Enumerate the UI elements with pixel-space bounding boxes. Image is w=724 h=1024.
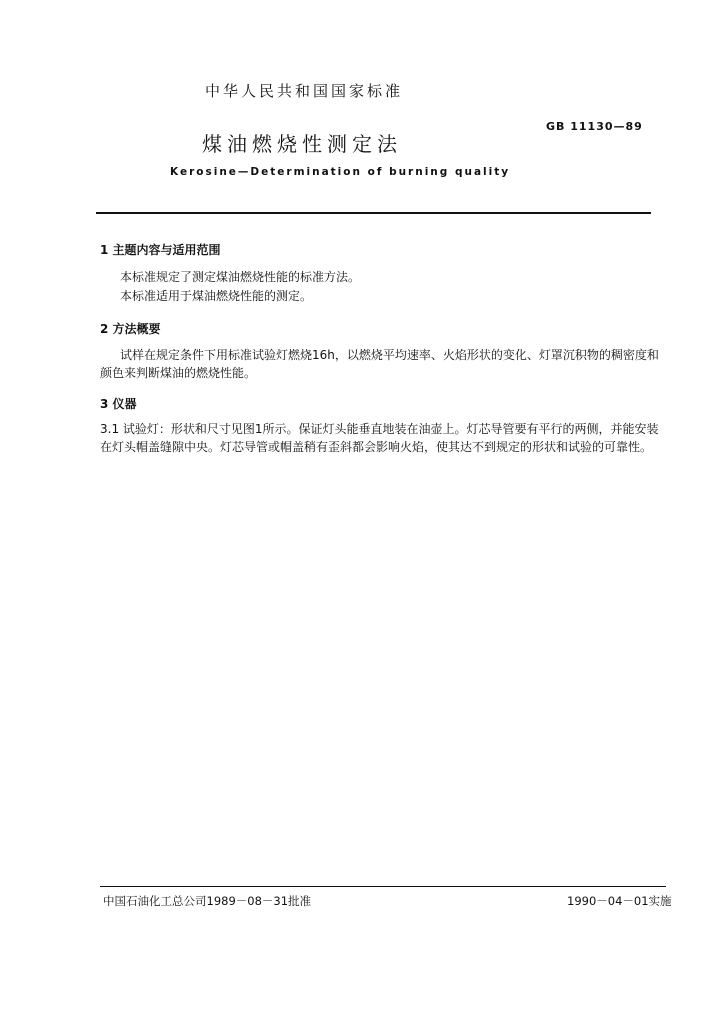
section-3-paragraph: 3.1 试验灯：形状和尺寸见图1所示。保证灯头能垂直地装在油壶上。灯芯导管要有平行的两侧，并能安装在灯头帽盖缝隙中央。灯芯导管或帽盖稍有歪斜都会影响火焰，使其达不到规定的形状和试验的可靠性。 [100, 422, 659, 454]
section-1-heading: 1 主题内容与适用范围 [100, 243, 221, 257]
section-2-heading: 2 方法概要 [100, 322, 161, 336]
section-1-paragraph-1: 本标准规定了测定煤油燃烧性能的标准方法。 [120, 270, 361, 284]
document-title: 煤油燃烧性测定法 [202, 132, 402, 156]
approval-line: 中国石油化工总公司1989－08－31批准 [103, 894, 312, 908]
english-title: Kerosine—Determination of burning quality [170, 166, 511, 178]
footer-divider [100, 886, 666, 887]
section-3-heading: 3 仪器 [100, 397, 137, 411]
section-1-paragraph-2: 本标准适用于煤油燃烧性能的测定。 [120, 289, 313, 303]
header-divider [96, 212, 651, 214]
section-2-paragraph: 试样在规定条件下用标准试验灯燃烧16h，以燃烧平均速率、火焰形状的变化、灯罩沉积物的稠密度和颜色来判断煤油的燃烧性能。 [100, 348, 659, 380]
implementation-date: 1990－04－01实施 [567, 894, 672, 908]
national-standard-label: 中华人民共和国国家标准 [205, 82, 404, 100]
standard-number: GB 11130—89 [546, 120, 643, 133]
